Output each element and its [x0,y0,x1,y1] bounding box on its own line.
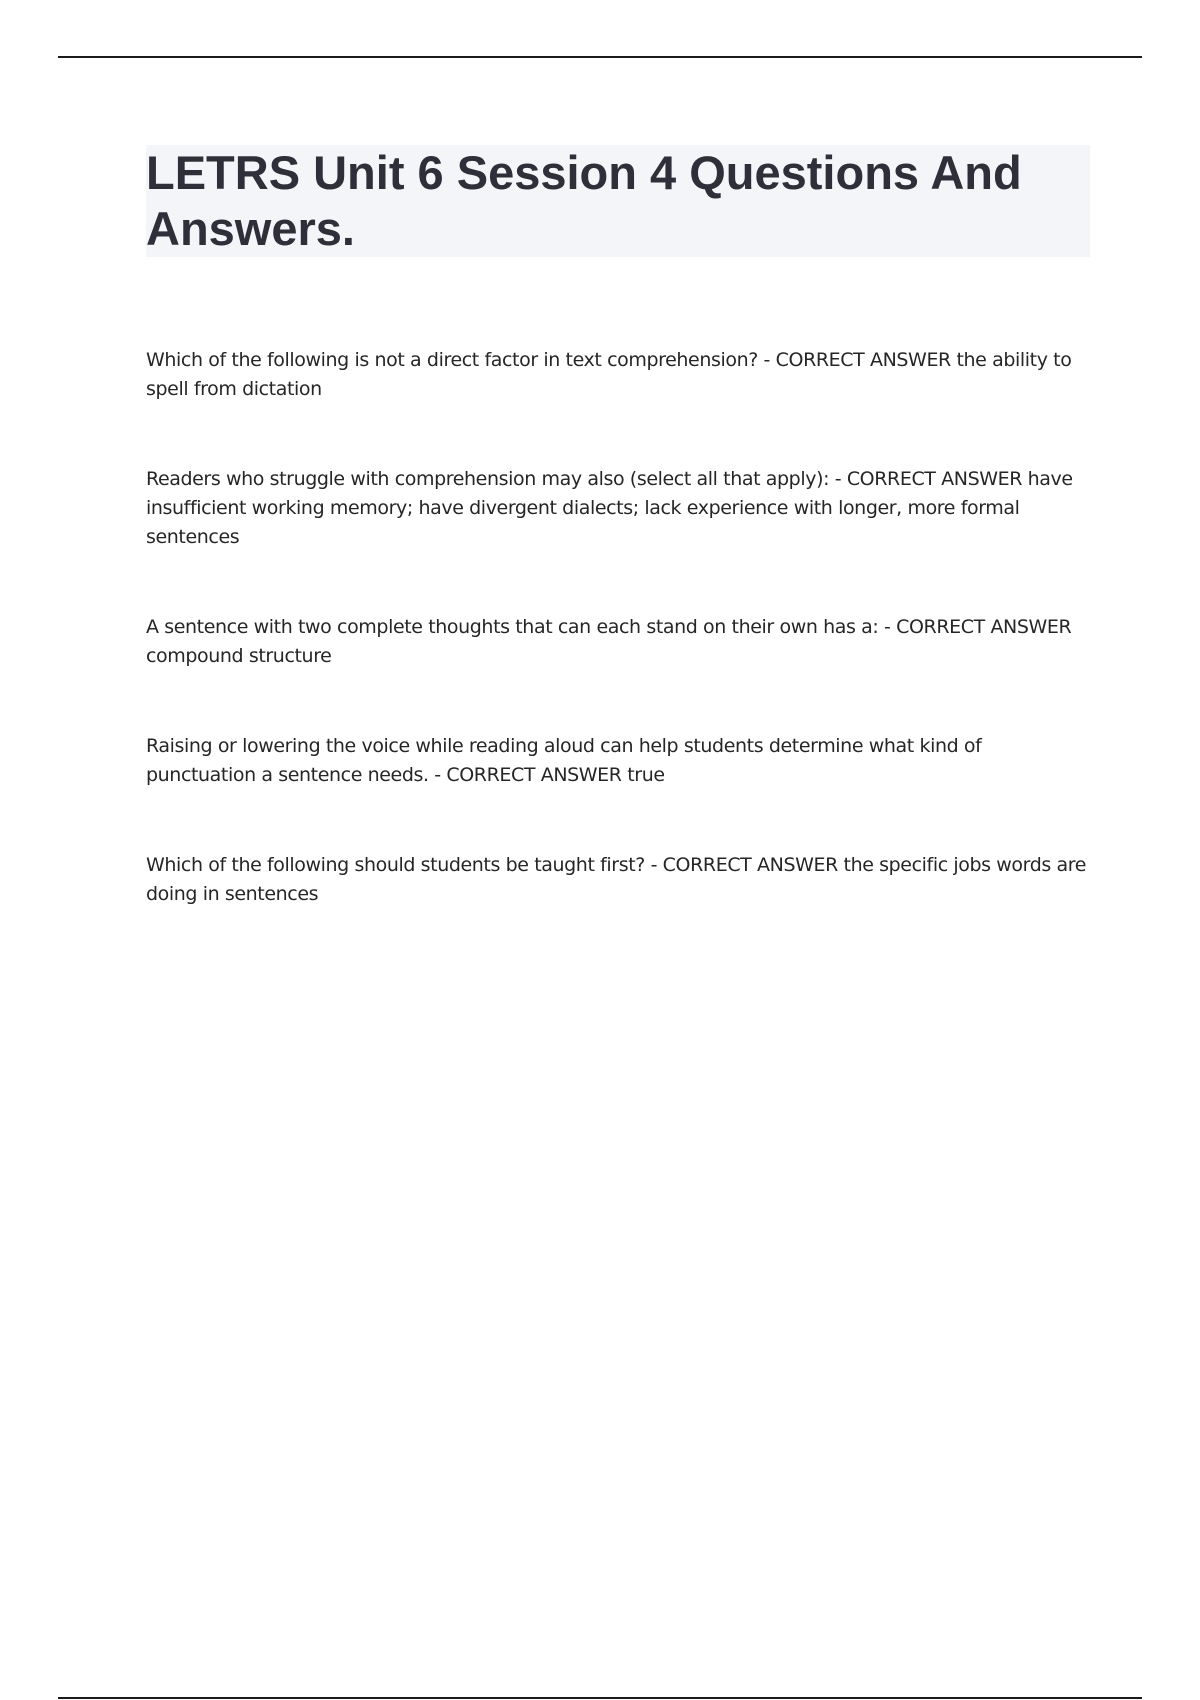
bottom-divider [58,1697,1142,1699]
title-banner [146,145,1090,257]
qa-item: Raising or lowering the voice while reading aloud can help students determine what kind of punctuation a sentence needs. - CORRECT ANSWER true [146,735,982,786]
qa-item: Which of the following is not a direct factor in text comprehension? - CORRECT ANSWER the ability to spell from dictation [146,349,1072,400]
qa-item: Readers who struggle with comprehension may also (select all that apply): - CORRECT ANSWER have insufficient working memory; have divergent dialects; lack experience with longer, more formal sentences [146,468,1073,548]
qa-item: A sentence with two complete thoughts that can each stand on their own has a: - CORRECT ANSWER compound structure [146,616,1072,667]
qa-list [146,346,1096,909]
qa-item: Which of the following should students be taught first? - CORRECT ANSWER the specific jobs words are doing in sentences [146,854,1087,905]
page-title: LETRS Unit 6 Session 4 Questions And Answers. [146,146,1022,255]
top-divider [58,56,1142,58]
